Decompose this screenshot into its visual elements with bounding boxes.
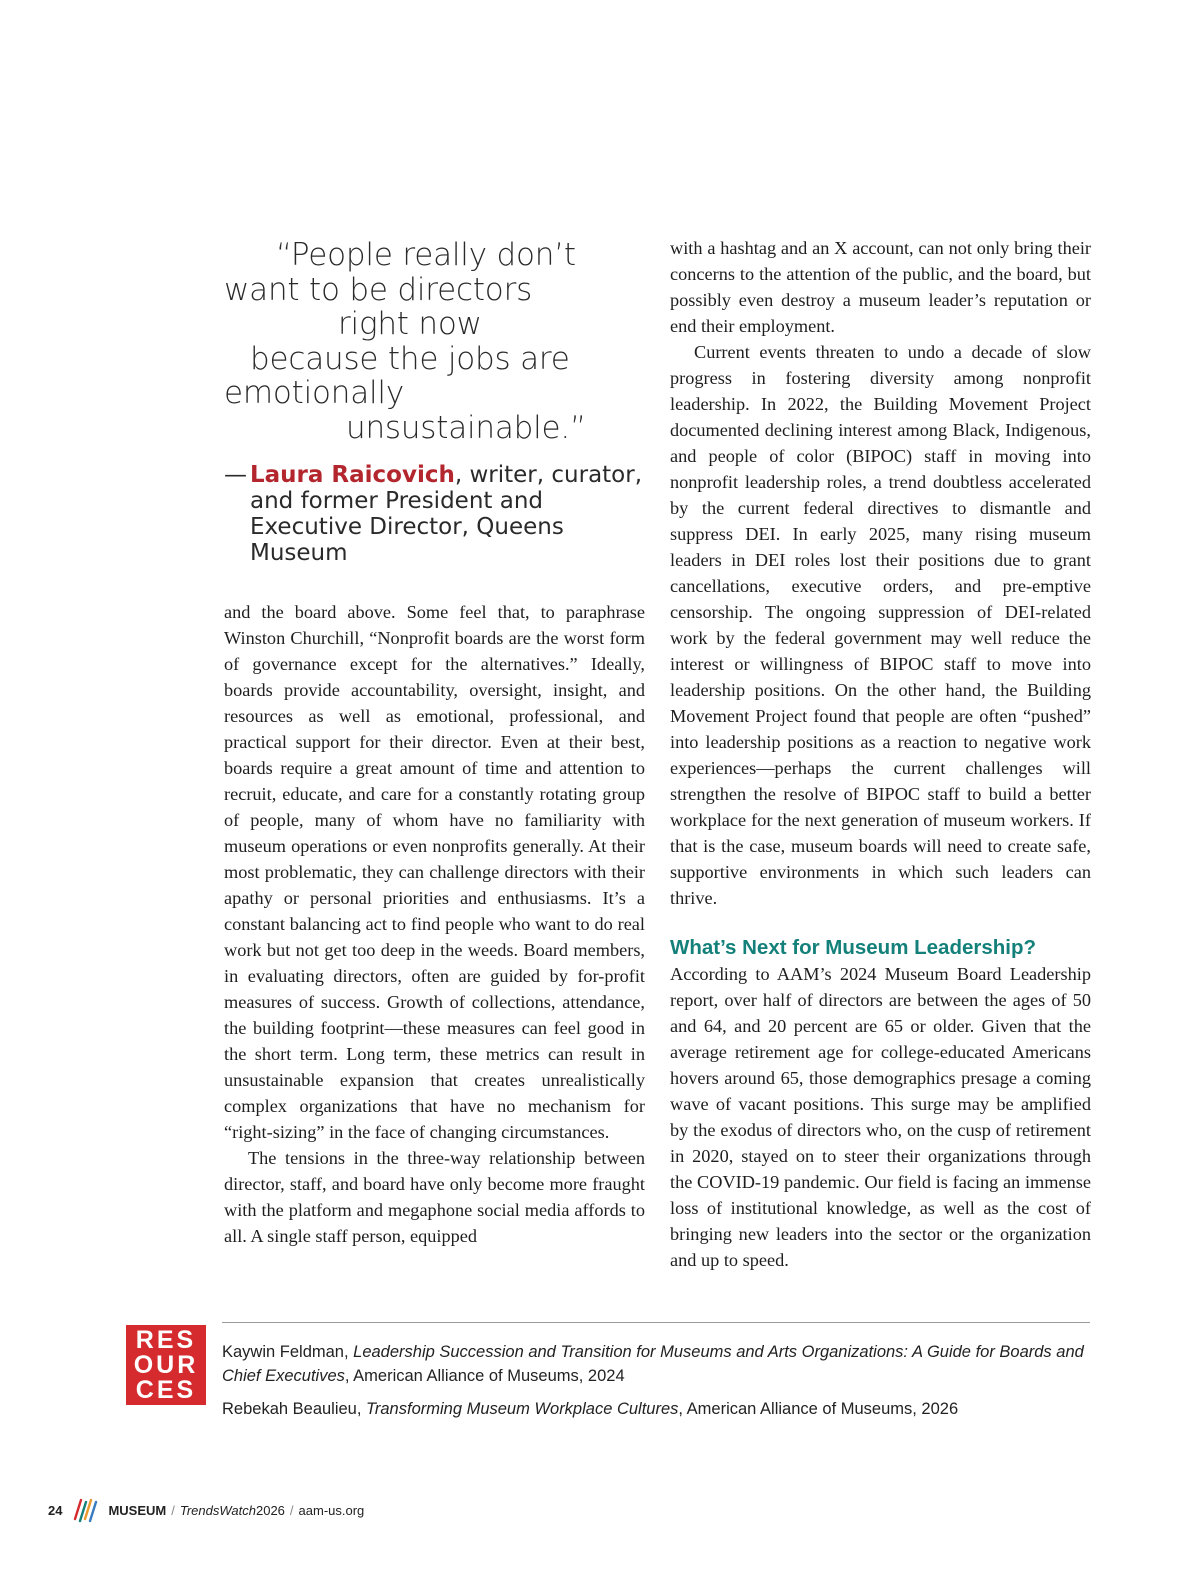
badge-line: OUR (133, 1350, 199, 1379)
badge-line: CES (135, 1375, 197, 1404)
right-column (670, 235, 1091, 1273)
pull-quote-attribution (224, 462, 644, 566)
attribution-title: , writer, curator, and former President and Executive Director, Queens Museum (250, 462, 643, 566)
pull-quote-line: want to be directors (224, 271, 533, 308)
attribution-dash: — (224, 462, 247, 488)
resource-title: Transforming Museum Workplace Cultures (366, 1400, 679, 1418)
footer-separator: / (289, 1502, 294, 1518)
pull-quote (224, 238, 634, 445)
body-paragraph: According to AAM’s 2024 Museum Board Leadership report, over half of directors are between the ages of 50 and 64, and 20 percent are 65 or older. Given that the average retirement age for college-educated Americans hovers around 65, those demographics presage a coming wave of vacant positions. This surge may be amplified by the exodus of directors who, on the cusp of retirement in 2020, stayed on to steer their organizations through the COVID-19 pandemic. Our field is facing an immense loss of institutional knowledge, as well as the cost of bringing new leaders into the sector or the organization and up to speed. (670, 964, 1091, 1270)
body-paragraph: with a hashtag and an X account, can not only bring their concerns to the attention of the public, and the board, but possibly even destroy a museum leader’s reputation or end their employment. (670, 238, 1091, 336)
body-paragraph: and the board above. Some feel that, to paraphrase Winston Churchill, “Nonprofit boards are the worst form of governance except for the alternatives.” Ideally, boards provide accountability, oversight, insight, and resources as well as emotional, professional, and practical support for their director. Even at their best, boards require a great amount of time and attention to recruit, educate, and care for a constantly rotating group of people, many of whom have no familiarity with museum operations or even nonprofits generally. At their most problematic, they can challenge directors with their apathy or personal priorities and enthusiasms. It’s a constant balancing act to find people who want to do real work but not get too deep in the weeds. Board members, in evaluating directors, often are guided by for-profit measures of success. Growth of collections, attendance, the building footprint—these measures can feel good in the short term. Long term, these metrics can result in unsustainable expansion that creates unrealistically complex organizations that have no mechanism for “right-sizing” in the face of changing circumstances. (224, 602, 645, 1142)
resource-item (222, 1397, 1092, 1421)
resource-author: Rebekah Beaulieu, (222, 1400, 367, 1418)
resources-badge (126, 1325, 206, 1405)
resource-author: Kaywin Feldman, (222, 1343, 354, 1361)
pull-quote-line: right now (338, 306, 482, 342)
attribution-name: Laura Raicovich (250, 462, 455, 488)
resources-divider (222, 1322, 1090, 1323)
page-footer (48, 1498, 364, 1522)
resource-publisher: , American Alliance of Museums, 2026 (678, 1400, 959, 1418)
left-column (224, 599, 645, 1249)
resource-title: Leadership Succession and Transition for Museums and Arts Organizations: A Guide for Boards and Chief Executives (222, 1343, 1084, 1385)
resources-list (222, 1340, 1092, 1430)
badge-line: RES (135, 1325, 197, 1354)
resource-item (222, 1340, 1092, 1388)
website-link[interactable]: aam-us.org (298, 1502, 365, 1518)
page-number: 24 (48, 1502, 63, 1518)
pull-quote-line: “People really don’t (276, 237, 576, 273)
pull-quote-line: unsustainable.” (346, 409, 586, 446)
pull-quote-line: because the jobs are (250, 340, 570, 377)
magazine-name: MUSEUM (108, 1502, 167, 1518)
footer-separator: / (171, 1502, 175, 1518)
section-heading: What’s Next for Museum Leadership? (670, 936, 1037, 959)
trendswatch-year: 2026 (255, 1502, 285, 1518)
pull-quote-line: emotionally (224, 375, 404, 411)
trendswatch-logo-icon (72, 1497, 98, 1523)
trendswatch-title: TrendsWatch (179, 1502, 256, 1518)
resource-publisher: , American Alliance of Museums, 2024 (344, 1367, 625, 1385)
body-paragraph: The tensions in the three-way relationship between director, staff, and board have only become more fraught with the platform and megaphone social media affords to all. A single staff person, equipped (224, 1148, 645, 1246)
body-paragraph: Current events threaten to undo a decade of slow progress in fostering diversity among nonprofit leadership. In 2022, the Building Movement Project documented declining interest among Black, Indigenous, and people of color (BIPOC) staff in moving into nonprofit leadership roles, a trend doubtless accelerated by the current federal directives to dismantle and suppress DEI. In early 2025, many rising museum leaders in DEI roles lost their positions due to grant cancellations, executive orders, and pre-emptive censorship. The ongoing suppression of DEI-related work by the federal government may well reduce the interest or willingness of BIPOC staff to move into leadership positions. On the other hand, the Building Movement Project found that people are often “pushed” into leadership positions as a reaction to negative work experiences—perhaps the current challenges will strengthen the resolve of BIPOC staff to build a better workplace for the next generation of museum workers. If that is the case, museum boards will need to create safe, supportive environments in which such leaders can thrive. (670, 342, 1091, 908)
